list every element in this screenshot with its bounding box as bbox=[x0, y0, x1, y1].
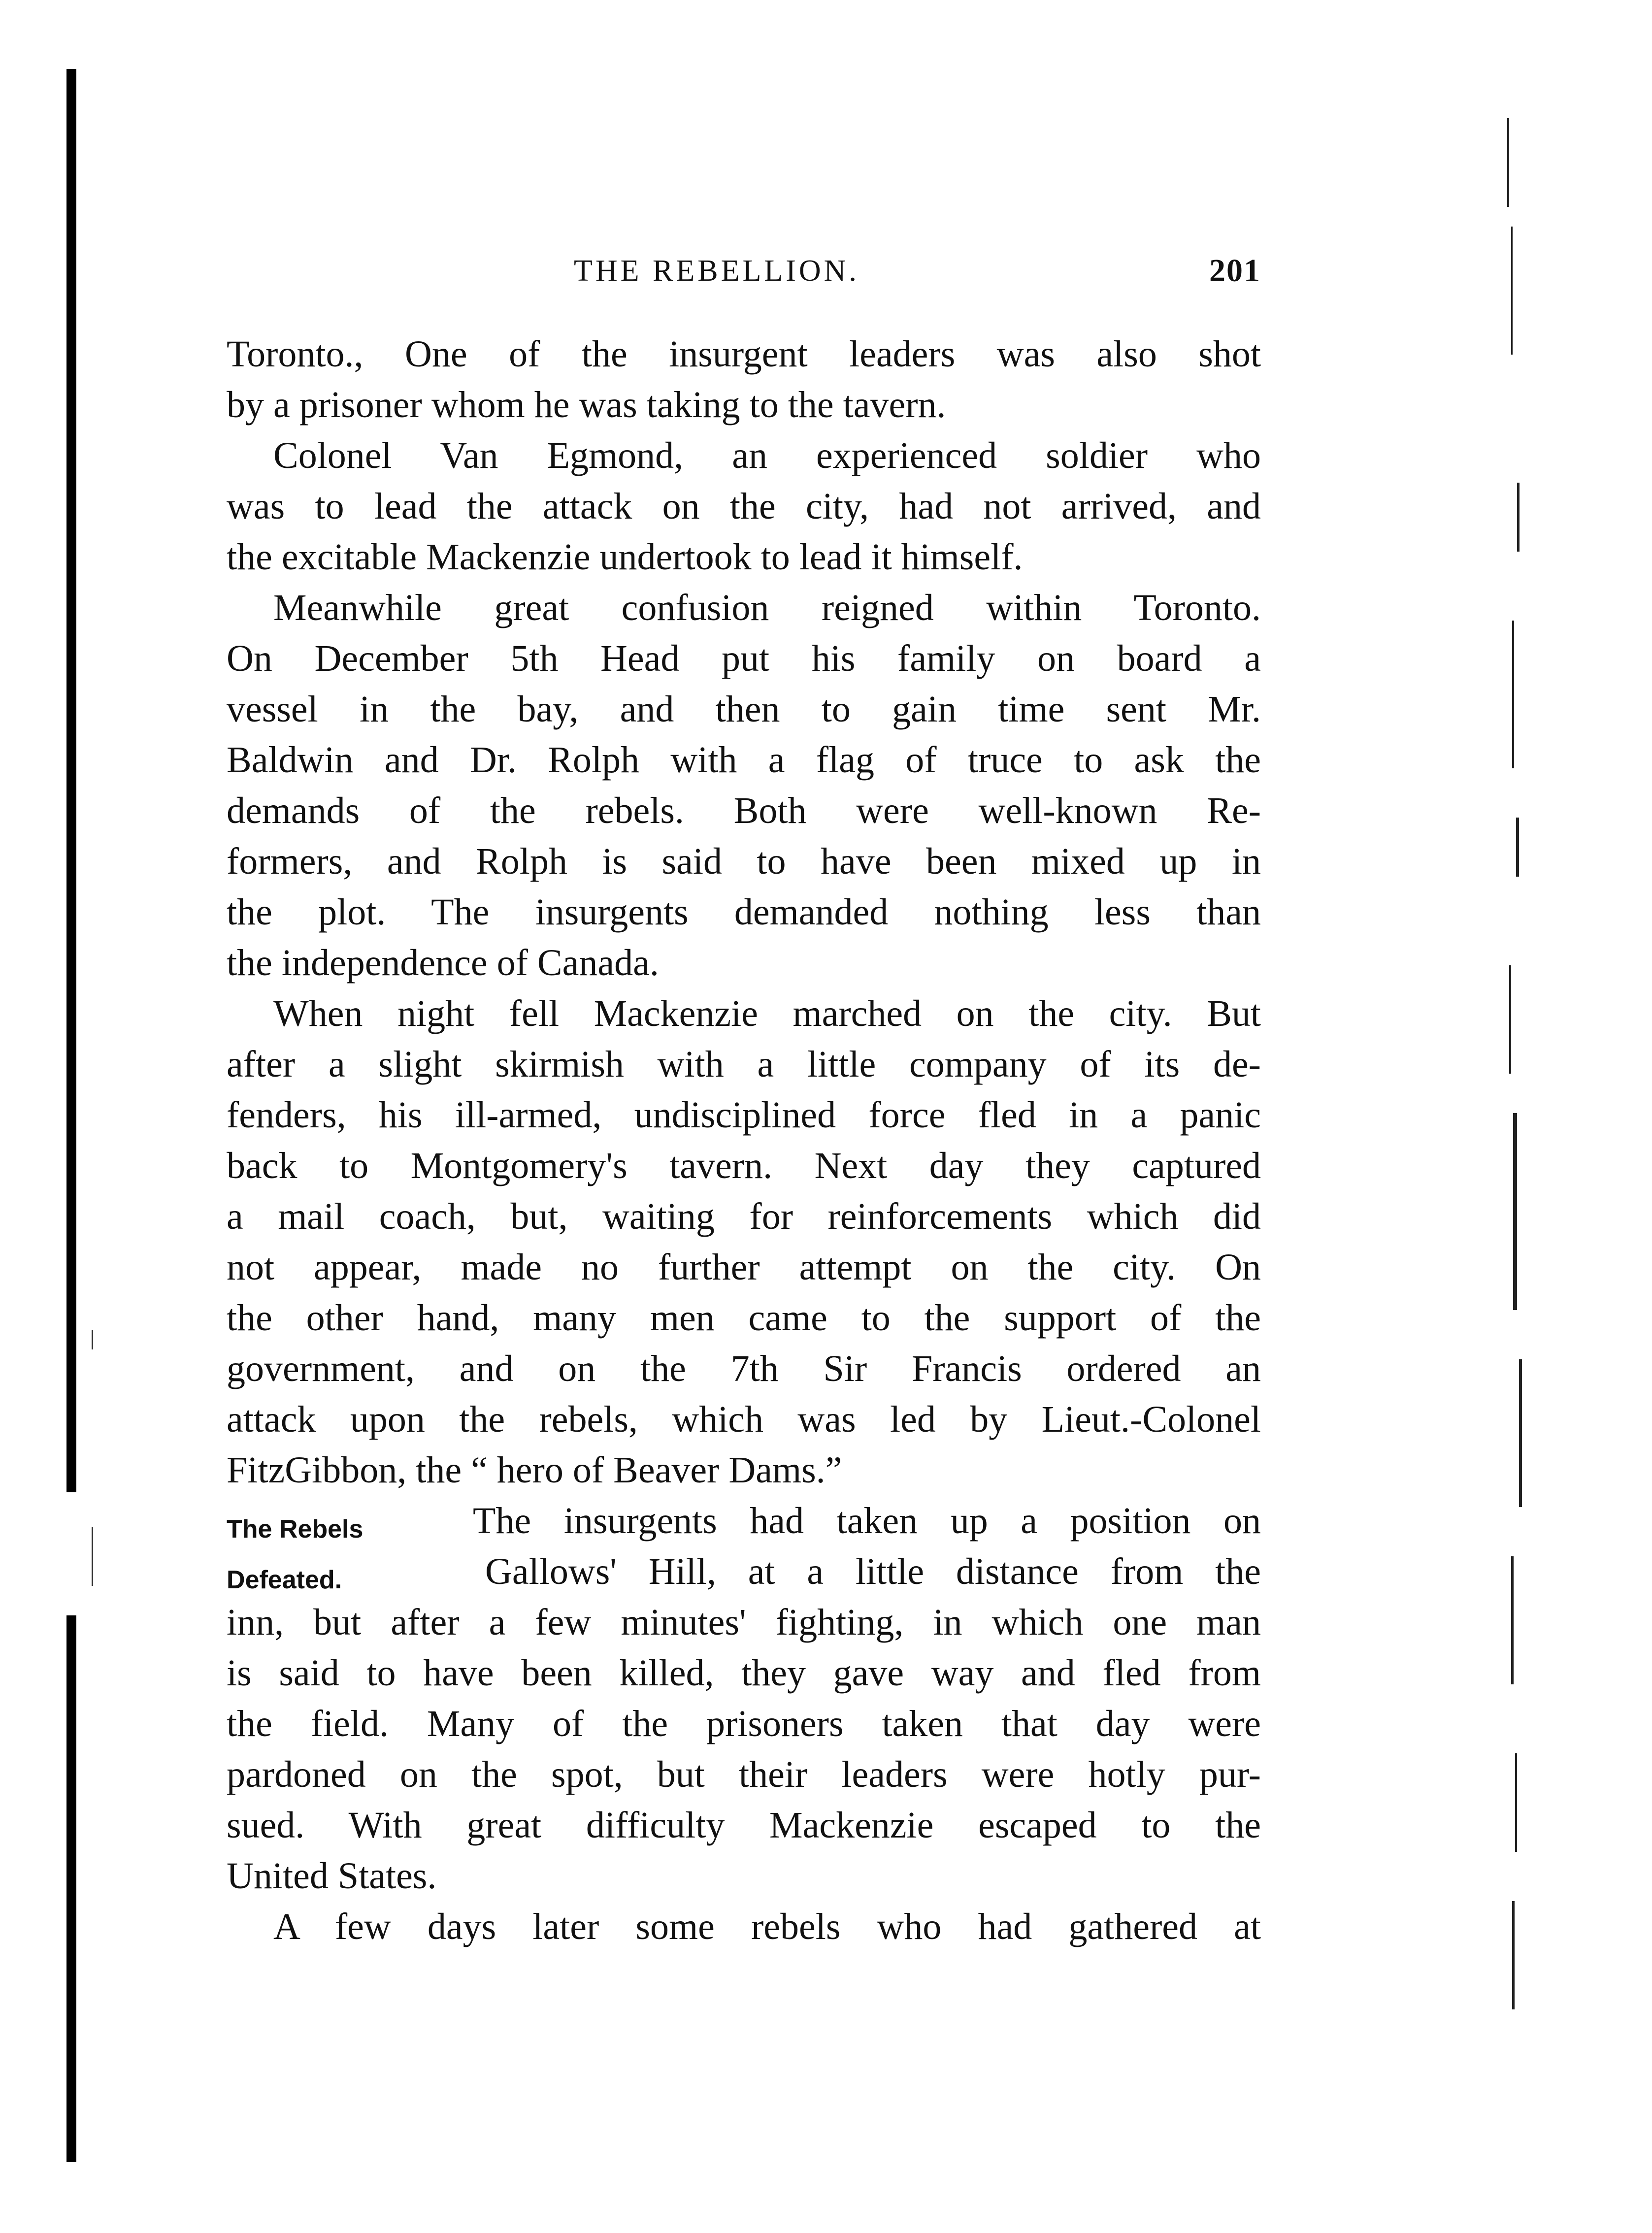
running-header bbox=[227, 246, 1261, 296]
text-line: the independence of Canada. bbox=[227, 942, 659, 984]
text-line: A few days later some rebels who had gathered at bbox=[273, 1906, 1261, 1947]
binding-edge bbox=[66, 69, 76, 2162]
text-line: pardoned on the spot, but their leaders were hotly pur- bbox=[227, 1754, 1261, 1795]
text-line: inn, but after a few minutes' fighting, in which one man bbox=[227, 1602, 1261, 1643]
text-line: the excitable Mackenzie undertook to lead it himself. bbox=[227, 536, 1023, 578]
text-line: is said to have been killed, they gave way and fled from bbox=[227, 1652, 1261, 1694]
text-line: back to Montgomery's tavern. Next day they captured bbox=[227, 1145, 1261, 1186]
text-line: Gallows' Hill, at a little distance from the bbox=[485, 1551, 1261, 1592]
text-line: not appear, made no further attempt on the city. On bbox=[227, 1247, 1261, 1288]
page-number: 201 bbox=[1209, 253, 1261, 289]
text-line: a mail coach, but, waiting for reinforcements which did bbox=[227, 1196, 1261, 1237]
margin-note-line: The Rebels bbox=[227, 1515, 363, 1543]
text-line: FitzGibbon, the “ hero of Beaver Dams.” bbox=[227, 1449, 842, 1491]
running-title: THE REBELLION. bbox=[574, 254, 859, 288]
text-line: formers, and Rolph is said to have been mixed up in bbox=[227, 841, 1261, 882]
text-line: The insurgents had taken up a position on bbox=[473, 1500, 1261, 1542]
text-line: When night fell Mackenzie marched on the city. But bbox=[273, 993, 1261, 1034]
text-line: Colonel Van Egmond, an experienced soldier who bbox=[273, 435, 1261, 476]
text-line: attack upon the rebels, which was led by Lieut.-Colonel bbox=[227, 1399, 1261, 1440]
text-line: was to lead the attack on the city, had not arrived, and bbox=[227, 486, 1261, 527]
text-line: the other hand, many men came to the support of the bbox=[227, 1297, 1261, 1339]
text-line: after a slight skirmish with a little company of its de- bbox=[227, 1044, 1261, 1085]
body-text bbox=[227, 329, 1261, 1952]
text-line: Meanwhile great confusion reigned within Toronto. bbox=[273, 587, 1261, 628]
scan-speck bbox=[92, 1330, 93, 1349]
text-line: sued. With great difficulty Mackenzie escaped to the bbox=[227, 1805, 1261, 1846]
scan-edge-noise bbox=[1502, 79, 1537, 2049]
text-line: the field. Many of the prisoners taken that day were bbox=[227, 1703, 1261, 1744]
text-line: United States. bbox=[227, 1855, 437, 1897]
text-line: demands of the rebels. Both were well-known Re- bbox=[227, 790, 1261, 831]
text-line: government, and on the 7th Sir Francis ordered an bbox=[227, 1348, 1261, 1389]
margin-note-line: Defeated. bbox=[227, 1566, 342, 1594]
text-line: by a prisoner whom he was taking to the tavern. bbox=[227, 384, 946, 426]
text-line: fenders, his ill-armed, undisciplined force fled in a panic bbox=[227, 1094, 1261, 1136]
scan-speck bbox=[92, 1527, 93, 1586]
text-line: On December 5th Head put his family on board a bbox=[227, 638, 1261, 679]
text-line: vessel in the bay, and then to gain time sent Mr. bbox=[227, 689, 1261, 730]
text-line: Toronto., One of the insurgent leaders was also shot bbox=[227, 333, 1261, 375]
text-line: the plot. The insurgents demanded nothing less than bbox=[227, 891, 1261, 933]
text-line: Baldwin and Dr. Rolph with a flag of truce to ask the bbox=[227, 739, 1261, 781]
binding-gap bbox=[63, 1492, 80, 1615]
margin-note bbox=[227, 1505, 458, 1606]
sidenote-paragraph bbox=[227, 1496, 1261, 1597]
